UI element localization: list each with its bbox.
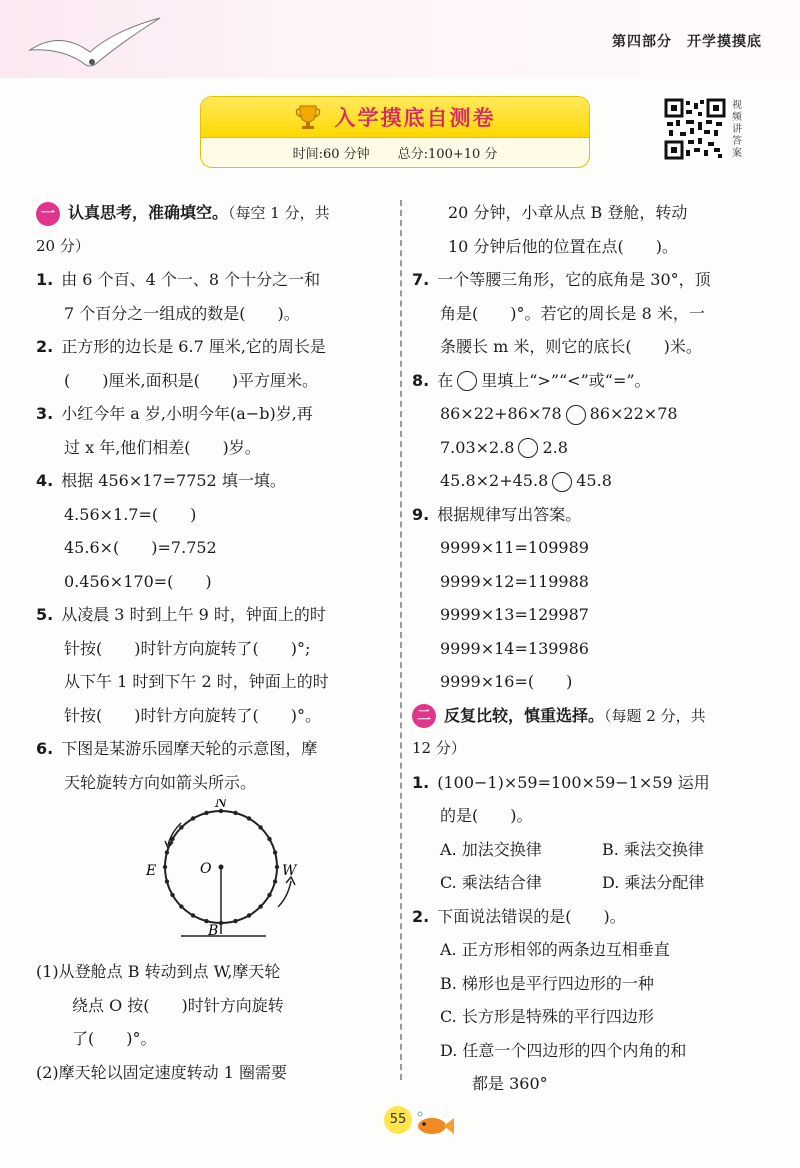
mc1-options — [412, 833, 764, 867]
label-b: B — [208, 923, 219, 939]
mc2-option-a[interactable]: A. 正方形相邻的两条边互相垂直 — [440, 940, 670, 959]
mc-question-1: 1. (100−1)×59=100×59−1×59 运用 — [412, 772, 710, 792]
wheel-seat — [258, 904, 262, 908]
question-6-sub-1: 绕点 O 按( )时针方向旋转 — [72, 995, 284, 1015]
question-6-sub-1: (1)从登舱点 B 转动到点 W,摩天轮 — [36, 962, 281, 981]
wheel-seat — [267, 837, 271, 841]
pattern-row: 9999×13=129987 — [440, 605, 589, 624]
wheel-seat — [165, 850, 169, 854]
question-5-line: 针按( )时针方向旋转了( )°。 — [64, 705, 321, 725]
question-4-line: 45.6×( )=7.752 — [64, 538, 217, 557]
wheel-seat — [191, 816, 195, 820]
wheel-seat — [233, 811, 237, 815]
question-6-line: 天轮旋转方向如箭头所示。 — [64, 772, 257, 792]
wheel-seat — [267, 893, 271, 897]
mc-question-1: 的是( )。 — [440, 806, 533, 825]
wheel-seat — [275, 865, 279, 869]
mc1-option-c[interactable]: C. 乘法结合律 — [440, 873, 542, 892]
pattern-row: 9999×16=( ) — [440, 672, 573, 691]
wheel-seat — [273, 850, 277, 854]
wheel-seat — [179, 825, 183, 829]
wheel-seat — [247, 913, 251, 917]
question-5-line: 从下午 1 时到下午 2 时，钟面上的时 — [64, 672, 329, 691]
ferris-wheel-diagram — [126, 799, 306, 951]
compare-circle-icon — [457, 371, 477, 391]
question-6-line: 6. 下图是某游乐园摩天轮的示意图，摩 — [36, 739, 318, 758]
question-4-line: 4.56×1.7=( ) — [64, 504, 197, 524]
question-4-line: 0.456×170=( ) — [64, 571, 212, 591]
seagull-icon — [20, 10, 170, 80]
mc-question-2: 2. 下面说法错误的是( )。 — [412, 906, 626, 926]
section-label: 第四部分 开学摸摸底 — [612, 34, 762, 50]
question-6-sub-2: (2)摩天轮以固定速度转动 1 圈需要 — [36, 1062, 288, 1082]
mc1-option-a[interactable]: A. 加法交换律 — [440, 839, 542, 859]
compare-circle-input[interactable] — [566, 405, 586, 425]
qr-caption: 视 频 讲 答 案 — [732, 100, 742, 159]
question-1-line: 7 个百分之一组成的数是( )。 — [64, 303, 300, 323]
total-score: 总分:100+10 分 — [397, 146, 498, 162]
section1-badge: 一 — [36, 202, 60, 226]
mc1-option-d[interactable]: D. 乘法分配律 — [602, 873, 705, 892]
pattern-row: 9999×11=109989 — [440, 538, 589, 557]
wheel-center — [219, 865, 224, 870]
label-n: N — [215, 799, 228, 811]
wheel-seat — [204, 811, 208, 815]
mc2-option-c[interactable]: C. 长方形是特殊的平行四边形 — [440, 1007, 654, 1026]
title-info — [201, 138, 589, 166]
compare-circle-input[interactable] — [552, 472, 572, 492]
qr-code-icon[interactable] — [664, 98, 726, 160]
column-divider — [400, 200, 402, 1080]
rotation-arrow-icon — [278, 881, 291, 907]
compare-circle-input[interactable] — [518, 438, 538, 458]
label-e: E — [146, 863, 157, 879]
wheel-seat — [247, 816, 251, 820]
mc1-options — [412, 866, 764, 900]
title-box — [200, 96, 590, 168]
pattern-row: 9999×12=119988 — [440, 571, 589, 591]
section1-heading: 一 认真思考，准确填空。（每空 1 分，共 — [36, 196, 386, 230]
question-1-line: 1. 由 6 个百、4 个一、8 个十分之一和 — [36, 270, 321, 289]
title-banner — [201, 97, 589, 138]
wheel-seat — [273, 879, 277, 883]
wheel-seat — [191, 913, 195, 917]
section2-badge: 二 — [412, 704, 436, 728]
mc2-option-d[interactable]: D. 任意一个四边形的四个内角的和 — [440, 1040, 687, 1060]
wheel-seat — [165, 879, 169, 883]
compare-row: 45.8×2+45.8 45.8 — [440, 471, 612, 490]
question-6-sub-2-cont: 10 分钟后他的位置在点( )。 — [448, 236, 678, 256]
question-9-line: 9. 根据规律写出答案。 — [412, 504, 582, 524]
question-5-line: 5. 从凌晨 3 时到上午 9 时，钟面上的时 — [36, 605, 326, 624]
compare-row: 7.03×2.8 2.8 — [440, 437, 568, 457]
question-6-sub-1: 了( )°。 — [72, 1029, 157, 1048]
time-limit: 时间:60 分钟 — [292, 146, 370, 162]
fish-icon — [412, 1110, 456, 1140]
wheel-seat — [233, 919, 237, 923]
question-2-line: 2. 正方形的边长是 6.7 厘米,它的周长是 — [36, 337, 326, 356]
question-6-sub-2-cont: 20 分钟，小章从点 B 登舱，转动 — [448, 203, 688, 222]
mc2-option-b[interactable]: B. 梯形也是平行四边形的一种 — [440, 973, 654, 993]
question-5-line: 针按( )时针方向旋转了( )°; — [64, 638, 311, 658]
wheel-seat — [163, 865, 167, 869]
question-7-line: 条腰长 m 米，则它的底长( )米。 — [440, 337, 702, 356]
label-o: O — [200, 861, 212, 877]
section1-note: 20 分） — [36, 236, 90, 255]
wheel-seat — [170, 893, 174, 897]
label-w: W — [282, 863, 297, 879]
left-column — [36, 196, 386, 1089]
pattern-row: 9999×14=139986 — [440, 638, 589, 658]
section2-heading: 二 反复比较，慎重选择。（每题 2 分，共 — [412, 699, 764, 733]
question-7-line: 7. 一个等腰三角形，它的底角是 30°，顶 — [412, 270, 711, 289]
question-8-line: 8. 在 里填上“>”“<”或“=”。 — [412, 370, 651, 390]
question-7-line: 角是( )°。若它的周长是 8 米，一 — [440, 303, 705, 323]
question-4-line: 4. 根据 456×17=7752 填一填。 — [36, 471, 286, 490]
right-column — [412, 196, 764, 1101]
wheel-seat — [179, 904, 183, 908]
compare-row: 86×22+86×78 86×22×78 — [440, 404, 678, 423]
page-title: 入学摸底自测卷 — [334, 106, 496, 130]
page-number: 55 — [384, 1106, 412, 1134]
mc1-option-b[interactable]: B. 乘法交换律 — [602, 839, 704, 859]
question-3-line: 过 x 年,他们相差( )岁。 — [64, 437, 261, 457]
question-3-line: 3. 小红今年 a 岁,小明今年(a−b)岁,再 — [36, 404, 313, 423]
section2-note: 12 分） — [412, 739, 466, 757]
mc2-option-d-cont: 都是 360° — [472, 1074, 548, 1093]
trophy-icon — [295, 103, 321, 131]
question-2-line: ( )厘米,面积是( )平方厘米。 — [64, 370, 319, 390]
wheel-seat — [258, 825, 262, 829]
